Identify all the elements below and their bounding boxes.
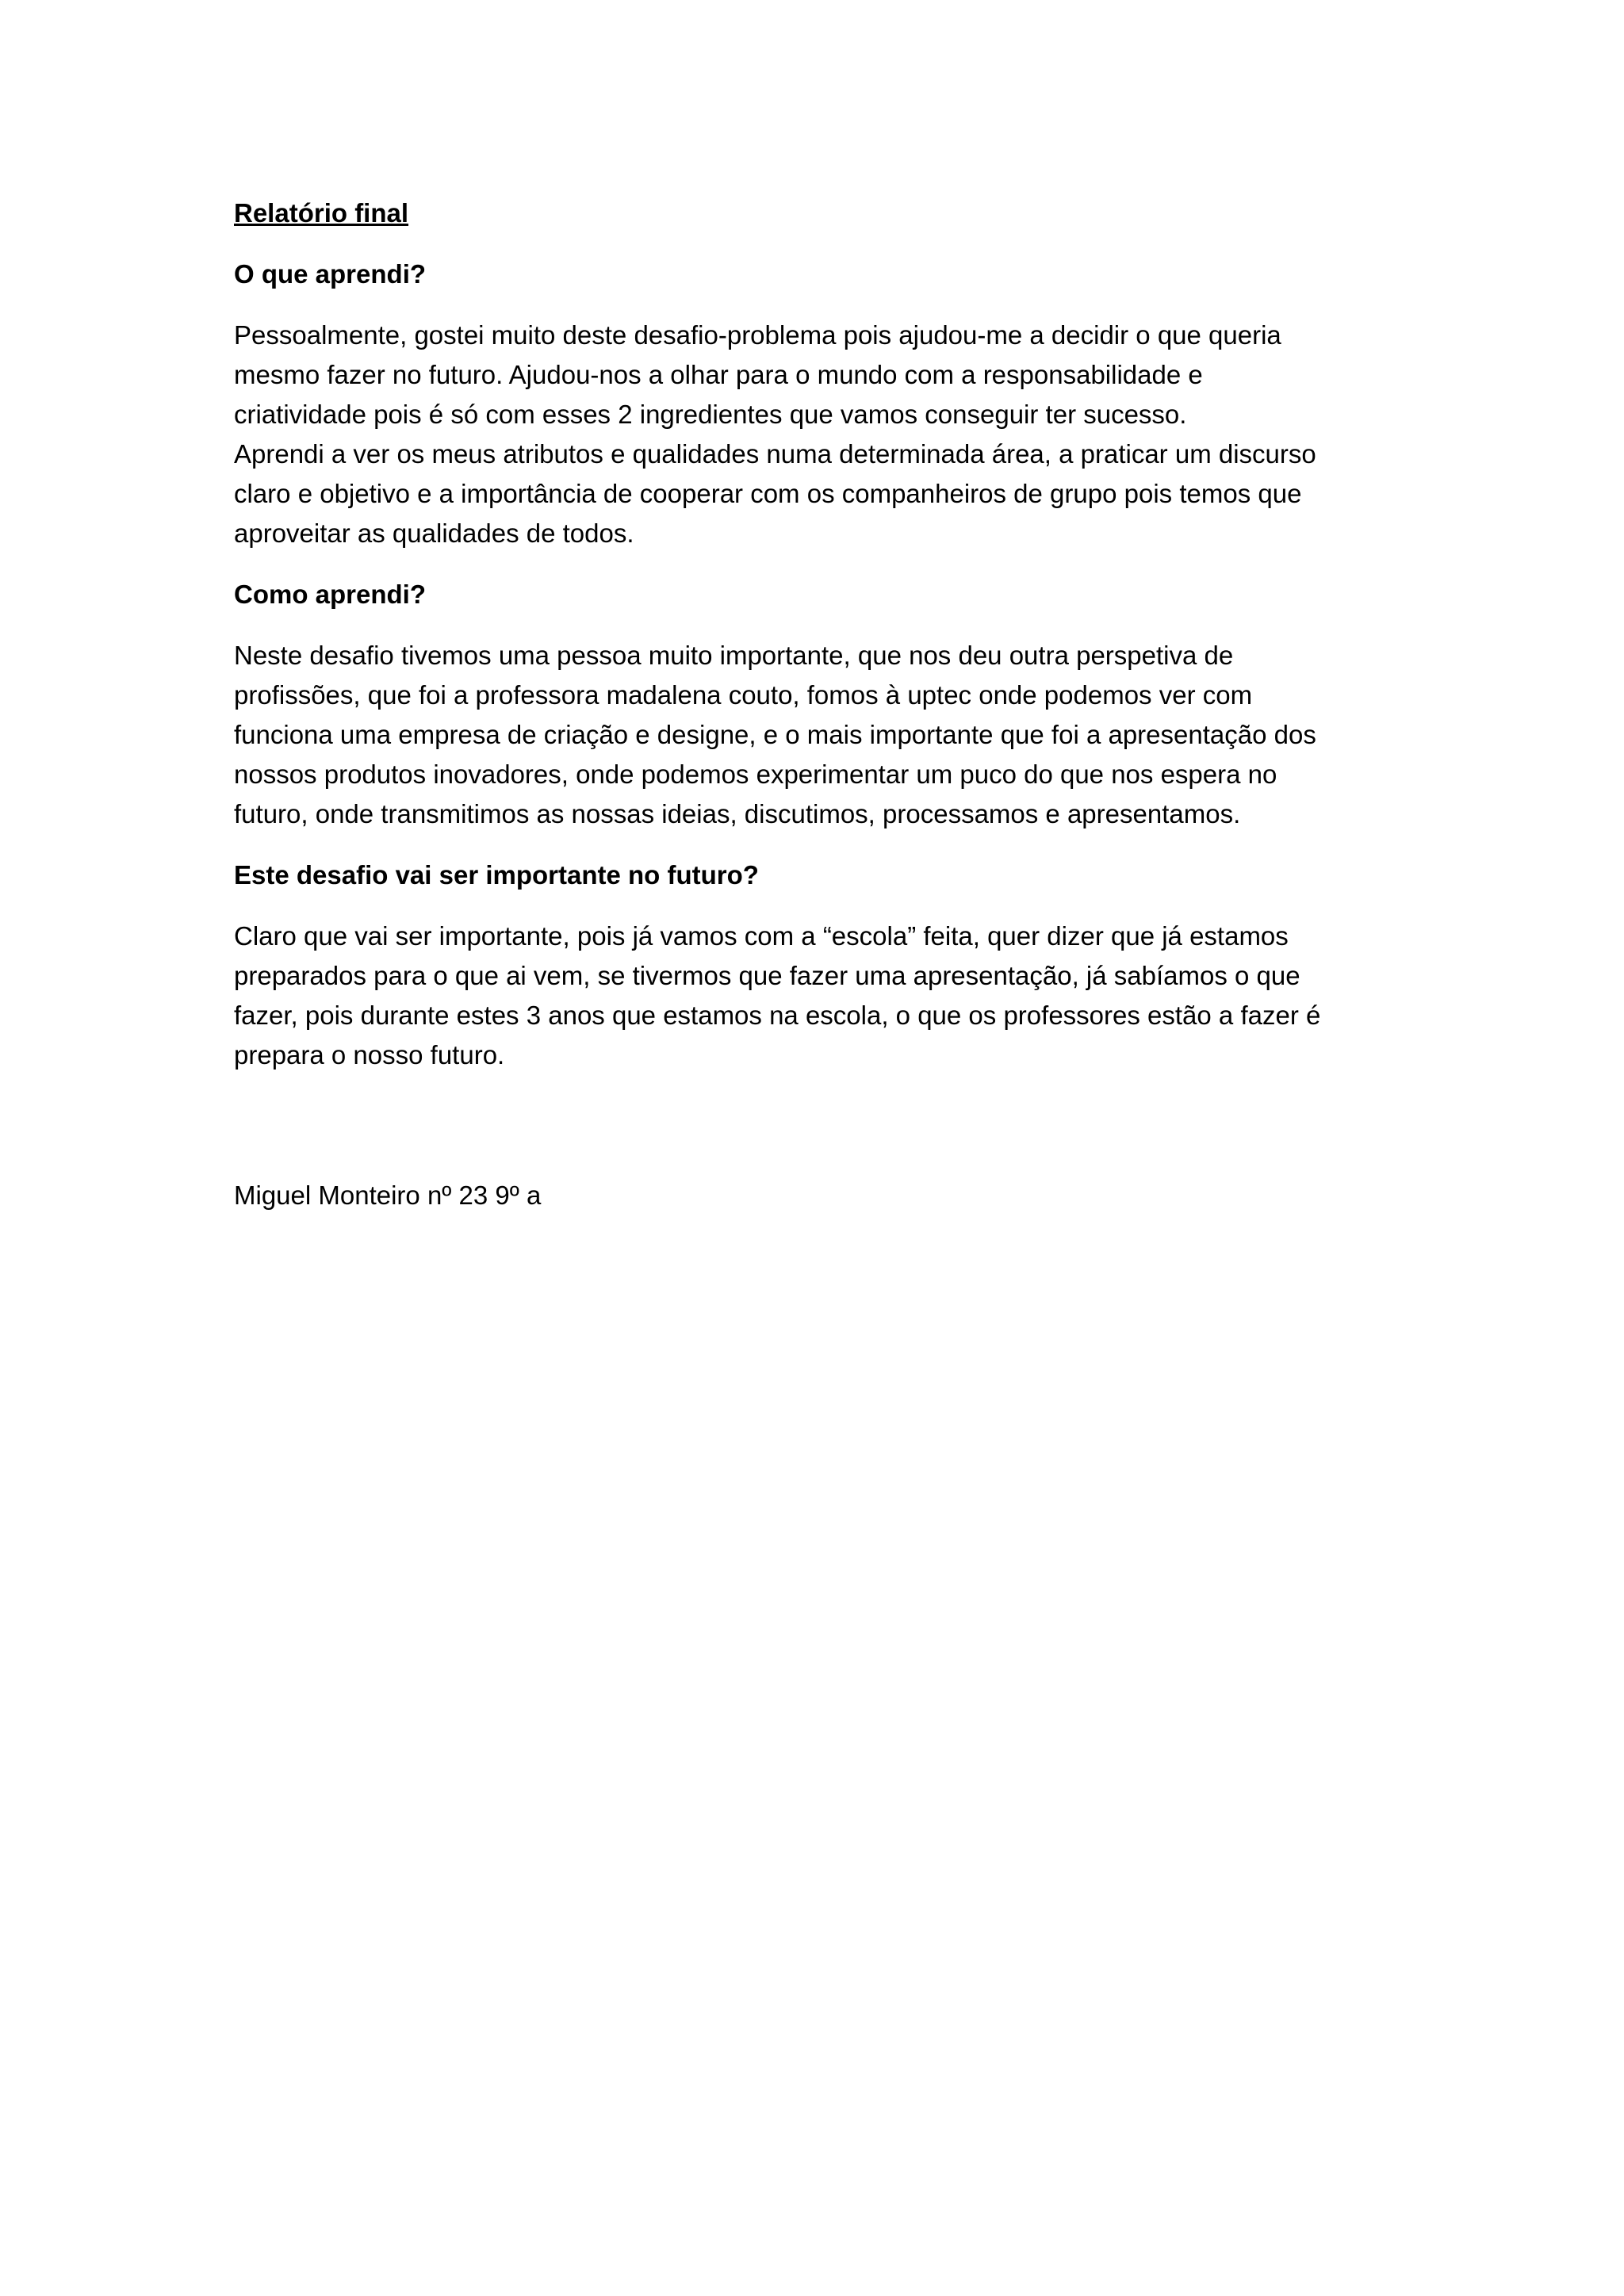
paragraph-line: Aprendi a ver os meus atributos e qualidades numa determinada área, a praticar um discurso xyxy=(234,439,1316,469)
section-heading-what-learned: O que aprendi? xyxy=(234,259,427,289)
paragraph-line: Neste desafio tivemos uma pessoa muito importante, que nos deu outra perspetiva de xyxy=(234,641,1234,670)
paragraph-line: mesmo fazer no futuro. Ajudou-nos a olhar para o mundo com a responsabilidade e xyxy=(234,360,1203,389)
paragraph-line: aproveitar as qualidades de todos. xyxy=(234,519,634,548)
paragraph-line: futuro, onde transmitimos as nossas ideias, discutimos, processamos e apresentamos. xyxy=(234,799,1241,828)
section-paragraph-future-importance xyxy=(234,916,1400,1075)
paragraph-line: funciona uma empresa de criação e designe, e o mais importante que foi a apresentação dos xyxy=(234,720,1316,749)
section-paragraph-how-learned xyxy=(234,636,1400,834)
author-signature: Miguel Monteiro nº 23 9º a xyxy=(234,1181,542,1210)
paragraph-line: preparados para o que ai vem, se tivermos que fazer uma apresentação, já sabíamos o que xyxy=(234,961,1300,990)
paragraph-line: Claro que vai ser importante, pois já vamos com a “escola” feita, quer dizer que já estamos xyxy=(234,921,1289,951)
paragraph-line: claro e objetivo e a importância de cooperar com os companheiros de grupo pois temos que xyxy=(234,479,1302,508)
paragraph-line: profissões, que foi a professora madalena couto, fomos à uptec onde podemos ver com xyxy=(234,680,1253,710)
document-title: Relatório final xyxy=(234,198,409,228)
paragraph-line: Pessoalmente, gostei muito deste desafio-problema pois ajudou-me a decidir o que queria xyxy=(234,320,1281,350)
document-body xyxy=(234,193,1400,1215)
paragraph-line: nossos produtos inovadores, onde podemos experimentar um puco do que nos espera no xyxy=(234,760,1277,789)
paragraph-line: prepara o nosso futuro. xyxy=(234,1040,505,1070)
section-paragraph-what-learned xyxy=(234,316,1400,553)
paragraph-line: fazer, pois durante estes 3 anos que estamos na escola, o que os professores estão a fazer é xyxy=(234,1001,1321,1030)
paragraph-line: criatividade pois é só com esses 2 ingredientes que vamos conseguir ter sucesso. xyxy=(234,400,1187,429)
section-heading-future-importance: Este desafio vai ser importante no futuro? xyxy=(234,860,759,890)
section-heading-how-learned: Como aprendi? xyxy=(234,580,427,609)
